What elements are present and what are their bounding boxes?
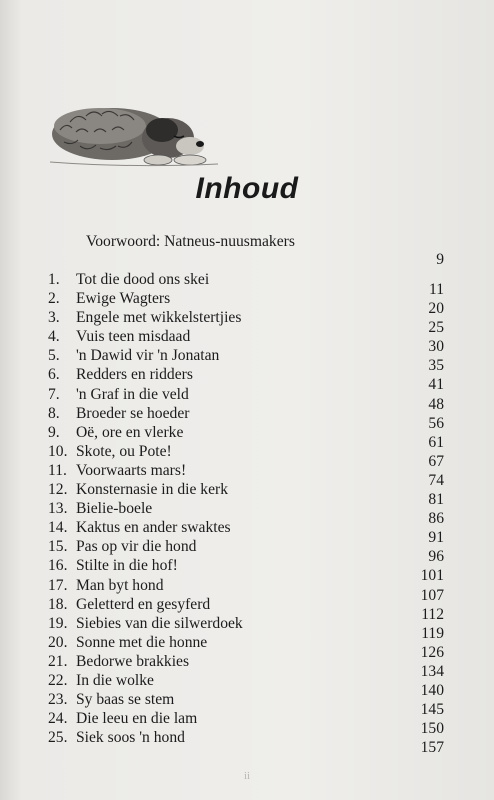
chapter-title: Siebies van die silwerdoek [76, 614, 243, 632]
preface-entry [48, 233, 444, 271]
chapter-title: Engele met wikkelstertjies [76, 309, 242, 327]
chapter-number: 6. [48, 366, 60, 384]
chapter-page-number: 81 [428, 491, 444, 509]
sleeping-dog-illustration [40, 86, 220, 171]
chapter-page-number: 134 [420, 662, 444, 680]
chapter-number: 7. [48, 385, 60, 403]
chapter-page-number: 150 [420, 720, 444, 738]
chapter-title: Tot die dood ons skei [76, 271, 210, 288]
chapter-page-number: 107 [420, 586, 444, 604]
chapter-number: 8. [48, 404, 60, 422]
chapter-page-number: 41 [428, 376, 444, 394]
chapter-number: 3. [48, 309, 60, 327]
chapter-number: 4. [48, 328, 60, 346]
chapter-number: 16. [48, 557, 68, 575]
chapter-title: Kaktus en ander swaktes [76, 519, 231, 537]
chapter-number: 22. [48, 671, 68, 689]
chapter-page-number: 96 [428, 548, 444, 566]
chapter-title: Konsternasie in die kerk [76, 481, 228, 499]
chapter-number: 10. [48, 442, 68, 460]
chapter-number: 12. [48, 481, 68, 499]
chapter-title: Pas op vir die hond [76, 538, 197, 556]
chapter-page-number: 119 [421, 624, 444, 642]
chapter-page-number: 112 [421, 605, 444, 623]
chapter-number: 11. [48, 461, 67, 479]
chapter-number: 24. [48, 710, 68, 728]
chapter-title: Siek soos 'n hond [76, 729, 185, 747]
chapter-number: 25. [48, 729, 68, 747]
chapter-page-number: 157 [420, 739, 444, 757]
chapter-page-number: 91 [428, 529, 444, 547]
chapter-page-number: 56 [428, 414, 444, 432]
preface-title: Voorwoord: Natneus-nuusmakers [86, 233, 295, 250]
chapter-page-number: 30 [428, 338, 444, 356]
chapter-number: 18. [48, 595, 68, 613]
chapter-title: Bielie-boele [76, 500, 153, 518]
table-of-contents [48, 233, 444, 757]
toc-entry [48, 729, 444, 757]
chapter-title: Man byt hond [76, 576, 164, 594]
chapter-title: Voorwaarts mars! [76, 461, 187, 479]
chapter-title: 'n Dawid vir 'n Jonatan [76, 347, 220, 365]
chapter-title: Die leeu en die lam [76, 710, 198, 728]
toc-entry [48, 271, 444, 298]
chapter-page-number: 20 [428, 300, 444, 318]
chapter-page-number: 11 [428, 281, 444, 298]
chapter-title: Sonne met die honne [76, 633, 208, 651]
chapter-title: Stilte in die hof! [76, 557, 178, 575]
chapter-number: 9. [48, 423, 60, 441]
chapter-page-number: 140 [420, 681, 444, 699]
chapter-title: Oë, ore en vlerke [76, 423, 184, 441]
chapter-number: 19. [48, 614, 68, 632]
chapter-title: Ewige Wagters [76, 290, 171, 308]
chapter-number: 17. [48, 576, 68, 594]
chapter-number: 2. [48, 290, 60, 308]
chapter-page-number: 101 [420, 567, 444, 585]
page-folio: ii [243, 770, 251, 782]
chapter-title: Broeder se hoeder [76, 404, 190, 422]
chapter-page-number: 145 [420, 701, 444, 719]
chapter-title: Vuis teen misdaad [76, 328, 191, 346]
chapter-number: 23. [48, 691, 68, 709]
chapter-title: In die wolke [76, 671, 154, 689]
chapter-page-number: 48 [428, 395, 444, 413]
chapter-page-number: 61 [428, 433, 444, 451]
chapter-page-number: 35 [428, 357, 444, 375]
chapter-title: Geletterd en gesyferd [76, 595, 211, 613]
chapter-page-number: 86 [428, 510, 444, 528]
preface-page-number: 9 [436, 251, 444, 268]
chapter-title: Bedorwe brakkies [76, 652, 190, 670]
page-title: Inhoud [195, 172, 299, 205]
chapter-number: 5. [48, 347, 60, 365]
chapter-title: Redders en ridders [76, 366, 193, 384]
chapter-page-number: 25 [428, 319, 444, 337]
chapter-number: 13. [48, 500, 68, 518]
chapter-number: 1. [48, 271, 60, 288]
chapter-title: 'n Graf in die veld [76, 385, 189, 403]
chapter-page-number: 67 [428, 452, 444, 470]
chapter-number: 20. [48, 633, 68, 651]
chapter-page-number: 126 [420, 643, 444, 661]
chapter-page-number: 74 [428, 471, 444, 489]
chapter-title: Sy baas se stem [76, 691, 175, 709]
chapter-number: 21. [48, 652, 68, 670]
chapter-number: 14. [48, 519, 68, 537]
chapter-number: 15. [48, 538, 68, 556]
chapter-title: Skote, ou Pote! [76, 442, 172, 460]
